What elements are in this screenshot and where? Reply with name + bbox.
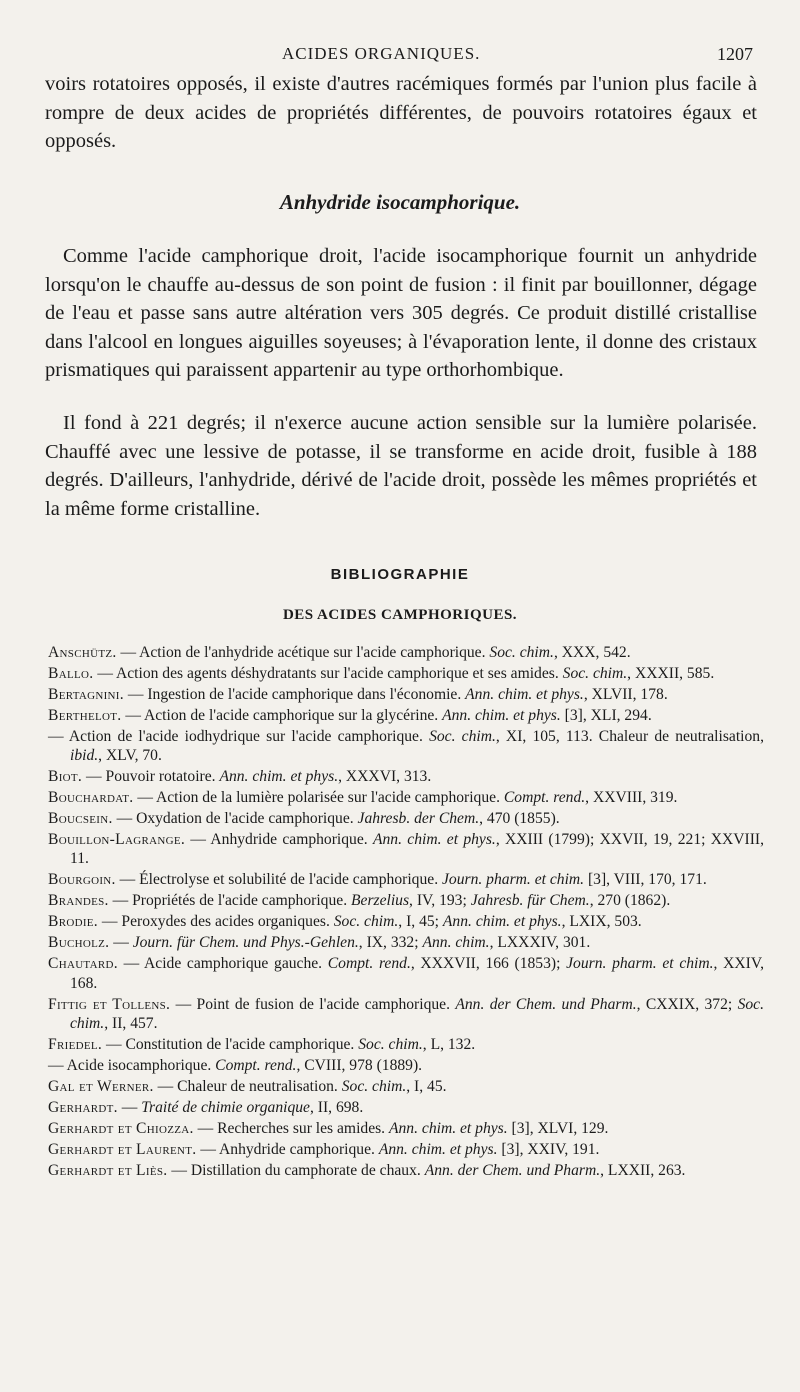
bibliography-subheading: DES ACIDES CAMPHORIQUES.	[282, 607, 518, 623]
bibliography-entry	[48, 706, 764, 725]
entry-text: , IV, 193;	[409, 892, 471, 910]
entry-author: Friedel.	[48, 1035, 103, 1053]
entry-text: —	[117, 1098, 142, 1116]
entry-text: — Point de fusion de l'acide camphorique.	[170, 995, 456, 1013]
entry-author: Chautard.	[48, 955, 118, 973]
entry-text: — Constitution de l'acide camphorique.	[102, 1035, 359, 1053]
entry-text: — Électrolyse et solubilité de l'acide camphorique.	[115, 871, 442, 889]
entry-author: Bertagnini.	[48, 686, 124, 703]
entry-author: Gerhardt et Chiozza.	[48, 1119, 194, 1137]
entry-author: Brandes.	[48, 892, 109, 910]
bibliography-entry	[48, 1119, 764, 1138]
entry-author: Bouchardat.	[48, 789, 134, 807]
bibliography-entry	[48, 995, 764, 1033]
entry-text: , IX, 332;	[358, 934, 423, 952]
entry-author: Gal et Werner.	[48, 1077, 154, 1095]
entry-text: — Anhydride camphorique.	[196, 1140, 379, 1158]
entry-text: , 470 (1855).	[479, 810, 560, 828]
page-number: 1207	[717, 44, 753, 64]
entry-source: Soc. chim.	[341, 1077, 407, 1095]
entry-text: , I, 45.	[406, 1077, 447, 1095]
entry-text: , XXXVI, 313.	[338, 768, 432, 786]
entry-author: Biot.	[48, 768, 83, 786]
entry-source: Ann. chim. et phys.	[465, 686, 584, 703]
entry-source: Soc. chim.	[358, 1035, 423, 1053]
bibliography-entry	[48, 685, 764, 704]
entry-source: Ann. chim. et phys.	[442, 913, 562, 931]
entry-text: , XXIV, 168.	[70, 955, 764, 992]
entry-text: , LXXII, 263.	[600, 1161, 686, 1179]
bibliography-entry	[48, 954, 764, 992]
entry-text: , XLVII, 178.	[583, 686, 668, 703]
entry-text: , XXVIII, 319.	[585, 789, 678, 807]
entry-author: Bourgoin.	[48, 871, 116, 889]
entry-source: Soc. chim.	[333, 913, 399, 931]
entry-author: Anschütz.	[48, 644, 117, 661]
entry-text: — Pouvoir rotatoire.	[82, 768, 220, 786]
entry-author: Ballo.	[48, 665, 94, 682]
entry-text: [3], XLI, 294.	[560, 707, 652, 724]
entry-author: Boucsein.	[48, 810, 113, 828]
entry-author: Fittig et Tollens.	[48, 995, 171, 1013]
entry-source: ibid.	[70, 747, 99, 765]
entry-author: Gerhardt.	[48, 1098, 118, 1116]
entry-source: Soc. chim.	[70, 995, 764, 1032]
entry-source: Journ. pharm. et chim.	[566, 955, 714, 973]
bibliography-entry	[48, 767, 764, 786]
entry-source: Journ. pharm. et chim.	[442, 871, 585, 889]
entry-text: , XLV, 70.	[98, 747, 162, 765]
entry-text: , XXXII, 585.	[627, 665, 715, 682]
entry-source: Journ. für Chem. und Phys.-Gehlen.	[132, 934, 359, 952]
entry-text: — Action de l'acide iodhydrique sur l'acide camphorique.	[48, 728, 430, 745]
entry-text: — Propriétés de l'acide camphorique.	[108, 892, 351, 910]
entry-source: Compt. rend.	[215, 1056, 297, 1074]
entry-source: Jahresb. der Chem.	[357, 810, 480, 828]
entry-text: — Action de l'anhydride acétique sur l'acide camphorique.	[116, 644, 490, 661]
entry-author: Brodie.	[48, 913, 99, 931]
bibliography-entry	[48, 809, 764, 828]
entry-text: — Peroxydes des acides organiques.	[98, 913, 334, 931]
entry-author: Bouillon-Lagrange.	[48, 831, 186, 849]
intro-paragraph: voirs rotatoires opposés, il existe d'autres racémiques formés par l'union plus facile à rompre de deux acides de propriétés différentes, de pouvoirs rotatoires égaux et opposés.	[45, 73, 757, 153]
entry-text: , II, 698.	[309, 1098, 364, 1116]
entry-source: Compt. rend.	[327, 955, 411, 973]
entry-source: Ann. der Chem. und Pharm.	[424, 1161, 601, 1179]
entry-text: , CXXIX, 372;	[636, 995, 738, 1013]
entry-source: Ann. chim. et phys.	[378, 1140, 498, 1158]
entry-text: , XXX, 542.	[553, 644, 631, 661]
entry-author: Gerhardt et Liès.	[48, 1161, 168, 1179]
entry-text: , 270 (1862).	[589, 892, 671, 910]
bibliography-entry	[48, 1077, 764, 1096]
bibliography-heading: BIBLIOGRAPHIE	[330, 566, 470, 583]
entry-author: Bucholz.	[48, 934, 110, 952]
entry-text: — Action de la lumière polarisée sur l'acide camphorique.	[133, 789, 504, 807]
entry-source: Compt. rend.	[503, 789, 586, 807]
bibliography-entry	[48, 727, 764, 765]
entry-text: — Recherches sur les amides.	[193, 1119, 389, 1137]
running-head	[0, 44, 800, 68]
bibliography-entry	[48, 830, 764, 868]
entry-text: [3], XXIV, 191.	[497, 1140, 600, 1158]
entry-source: Ann. chim. et phys.	[442, 707, 561, 724]
entry-source: Jahresb. für Chem.	[470, 892, 590, 910]
bibliography-entry	[48, 891, 764, 910]
entry-text: , L, 132.	[422, 1035, 476, 1053]
entry-text: — Action de l'acide camphorique sur la glycérine.	[121, 707, 443, 724]
entry-text: — Ingestion de l'acide camphorique dans l'économie.	[123, 686, 466, 703]
entry-text: , XXXVII, 166 (1853);	[410, 955, 567, 973]
entry-source: Soc. chim.	[429, 728, 496, 745]
bibliography-entry	[48, 788, 764, 807]
bibliography-entry	[48, 933, 764, 952]
bibliography-entry	[48, 870, 764, 889]
entry-text: — Distillation du camphorate de chaux.	[167, 1161, 425, 1179]
entry-source: Ann. chim. et phys.	[219, 768, 339, 786]
entry-text: , XI, 105, 113. Chaleur de neutralisation,	[495, 728, 764, 745]
bibliography-entry	[48, 1098, 764, 1117]
entry-text: —	[109, 934, 133, 952]
entry-source: Traité de chimie organique	[141, 1098, 310, 1116]
entry-text: [3], XLVI, 129.	[507, 1119, 609, 1137]
body-paragraph: Comme l'acide camphorique droit, l'acide isocamphorique fournit un anhydride lorsqu'on le chauffe au-dessus de son point de fusion : il finit par bouillonner, dégage de l'eau et passe sans autre altération vers 305 degrés. Ce produit distillé cristallise dans l'alcool en longues aiguilles soyeuses; à l'évaporation lente, il donne des cristaux prismatiques qui paraissent appartenir au type orthorhombique.	[45, 245, 757, 382]
entry-text: — Action des agents déshydratants sur l'acide camphorique et ses amides.	[93, 665, 563, 682]
entry-source: Ann. der Chem. und Pharm.	[455, 995, 637, 1013]
bibliography-entry	[48, 643, 764, 662]
body-paragraph: Il fond à 221 degrés; il n'exerce aucune action sensible sur la lumière polarisée. Chauffé avec une lessive de potasse, il se transforme en acide droit, fusible à 188 degrés. D'ailleurs, l'anhydride, dérivé de l'acide droit, possède les mêmes propriétés et la même forme cristalline.	[45, 412, 757, 520]
entry-text: — Acide isocamphorique.	[48, 1056, 216, 1074]
bibliography-entry	[48, 1056, 764, 1075]
entry-text: , XXIII (1799); XXVII, 19, 221; XXVIII, 11.	[70, 831, 764, 868]
bibliography-entry	[48, 1035, 764, 1054]
bibliography-entry	[48, 1161, 764, 1180]
section-title: Anhydride isocamphorique.	[279, 190, 521, 214]
entry-source: Soc. chim.	[489, 644, 554, 661]
entry-source: Ann. chim. et phys.	[372, 831, 496, 849]
bibliography-entry	[48, 664, 764, 683]
entry-text: , CVIII, 978 (1889).	[296, 1056, 423, 1074]
entry-text: — Chaleur de neutralisation.	[153, 1077, 342, 1095]
entry-source: Ann. chim. et phys.	[388, 1119, 508, 1137]
bibliography-entry	[48, 1140, 764, 1159]
entry-text: — Anhydride camphorique.	[185, 831, 373, 849]
entry-text: — Acide camphorique gauche.	[117, 955, 328, 973]
entry-text: [3], VIII, 170, 171.	[584, 871, 707, 889]
entry-source: Ann. chim.	[422, 934, 490, 952]
running-head-title: ACIDES ORGANIQUES.	[282, 44, 481, 63]
entry-text: , LXXXIV, 301.	[489, 934, 591, 952]
entry-text: , II, 457.	[104, 1014, 158, 1032]
entry-author: Berthelot.	[48, 707, 122, 724]
bibliography-list	[48, 643, 764, 1182]
entry-text: , I, 45;	[398, 913, 443, 931]
entry-source: Soc. chim.	[562, 665, 628, 682]
entry-text: — Oxydation de l'acide camphorique.	[112, 810, 358, 828]
bibliography-entry	[48, 912, 764, 931]
entry-text: , LXIX, 503.	[561, 913, 642, 931]
entry-source: Berzelius	[351, 892, 410, 910]
entry-author: Gerhardt et Laurent.	[48, 1140, 197, 1158]
